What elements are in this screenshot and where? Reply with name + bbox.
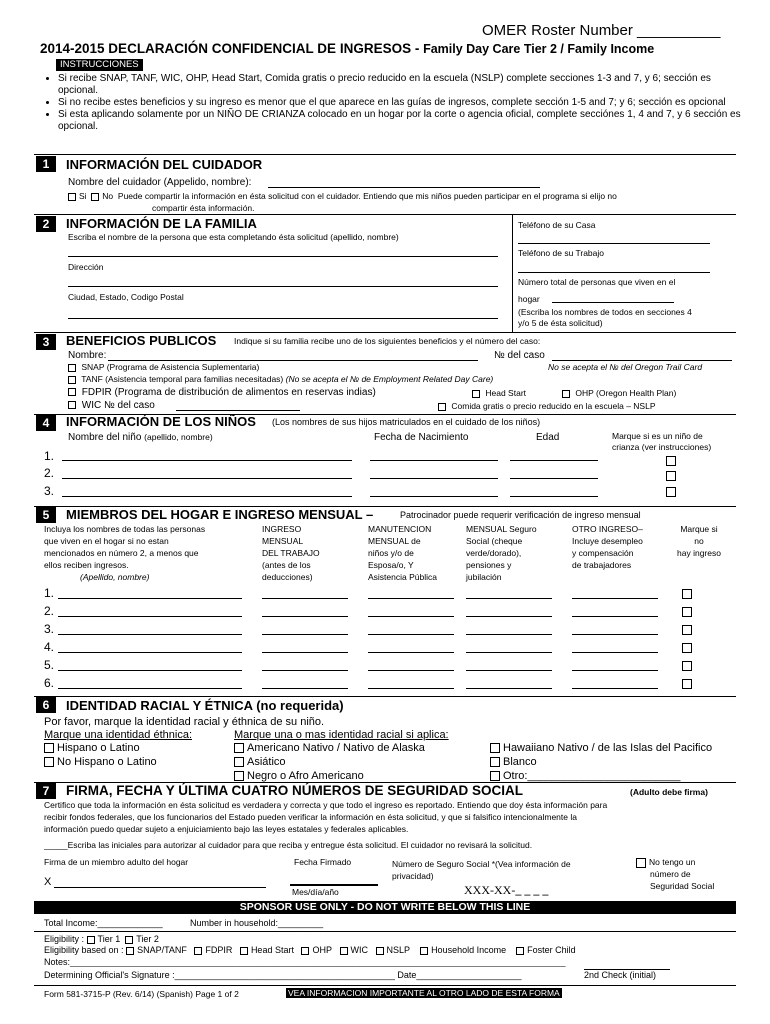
household-row-number: 2.: [44, 604, 55, 618]
social-security-header-line: Social (cheque: [466, 536, 523, 546]
wic-option: [68, 400, 155, 411]
eligibility-label: Eligibility :: [44, 934, 85, 944]
wic-label: WIC № del caso: [81, 400, 155, 411]
head-start-checkbox[interactable]: [472, 390, 480, 398]
white-label: Blanco: [503, 756, 537, 768]
household-3-social-security-input[interactable]: [466, 634, 552, 635]
caregiver-name-label: Nombre del cuidador (Appelido, nombre):: [68, 177, 252, 188]
benefit-name-label: Nombre:: [68, 350, 107, 361]
tanf-checkbox[interactable]: [68, 376, 76, 384]
household-1-name-input[interactable]: [58, 598, 242, 599]
asian-label: Asiático: [247, 756, 286, 768]
household-1-social-security-input[interactable]: [466, 598, 552, 599]
child-name-header-text: Nombre del niño: [68, 432, 142, 443]
ssn-mask: [464, 883, 548, 898]
household-6-name-input[interactable]: [58, 688, 242, 689]
benefit-name-input[interactable]: [108, 360, 478, 361]
household-5-name-input[interactable]: [58, 670, 242, 671]
household-3-no-income-checkbox[interactable]: [682, 625, 692, 635]
section-7-number: 7: [36, 783, 56, 799]
race-intro: Por favor, marque la identidad racial y éthnica de su niño.: [44, 716, 325, 728]
section-7-title: FIRMA, FECHA Y ÚLTIMA CUATRO NÚMEROS DE SEGURIDAD SOCIAL: [66, 783, 524, 798]
ssn-mask-prefix: XXX-XX-: [464, 883, 516, 897]
wic-case-input[interactable]: [176, 410, 300, 411]
total-income-field[interactable]: Total Income:_____________: [44, 918, 163, 928]
non-hispanic-checkbox[interactable]: [44, 757, 54, 767]
tanf-label: TANF (Asistencia temporal para familias necesitadas): [81, 374, 284, 384]
total-people-note-2: y/o 5 de ésta solicitud): [518, 318, 603, 328]
section-1-number: 1: [36, 156, 56, 172]
applicant-name-label: Escriba el nombre de la persona que esta completando ésta solicitud (apellido, nombre): [68, 232, 399, 242]
household-5-support-input[interactable]: [368, 670, 454, 671]
non-hispanic-label: No Hispano o Latino: [57, 756, 157, 768]
home-phone-label: Teléfono de su Casa: [518, 220, 596, 230]
instructions-list: [44, 73, 748, 133]
section-3-title: BENEFICIOS PUBLICOS: [66, 333, 217, 348]
section-3-subtitle: Indique si su familia recibe uno de los siguientes beneficios y el número del caso:: [234, 336, 541, 346]
support-header-line: Asistencia Pública: [368, 572, 437, 582]
household-4-no-income-checkbox[interactable]: [682, 643, 692, 653]
child-1-age-input[interactable]: [510, 460, 598, 461]
form-number: Form 581-3715-P (Rev. 6/14) (Spanish) Page 1 of 2: [44, 989, 239, 999]
based-fdpir-checkbox[interactable]: [194, 947, 202, 955]
nslp-option: [438, 401, 656, 411]
city-input[interactable]: [68, 318, 498, 319]
instruction-item: • Si esta aplicando solamente por un NIÑO DE CRIANZA colocado en un hogar por la corte o agencia oficial, complete secciónes 1, 4 and 7, y 6 sección es opcional.: [58, 109, 748, 133]
household-2-work-income-input[interactable]: [262, 616, 348, 617]
no-ssn-option: [636, 857, 695, 868]
household-5-social-security-input[interactable]: [466, 670, 552, 671]
child-1-name-input[interactable]: [62, 460, 352, 461]
share-no-checkbox[interactable]: [91, 193, 99, 201]
section-1-title: INFORMACIÓN DEL CUIDADOR: [66, 157, 263, 172]
address-input[interactable]: [68, 286, 498, 287]
household-1-support-input[interactable]: [368, 598, 454, 599]
household-3-work-income-input[interactable]: [262, 634, 348, 635]
child-3-age-input[interactable]: [510, 496, 598, 497]
form-title-main: 2014-2015 DECLARACIÓN CONFIDENCIAL DE INGRESOS -: [40, 41, 424, 56]
no-ssn-label-2: número de: [650, 869, 691, 879]
case-number-label: № del caso: [494, 350, 545, 361]
based-ohp-checkbox[interactable]: [301, 947, 309, 955]
child-3-dob-input[interactable]: [370, 496, 498, 497]
based-head-start-checkbox[interactable]: [240, 947, 248, 955]
second-check-label: 2nd Check (initial): [584, 970, 657, 980]
other-race-label: Otro:_________________________: [503, 770, 681, 782]
household-3-support-input[interactable]: [368, 634, 454, 635]
household-1-no-income-checkbox[interactable]: [682, 589, 692, 599]
form-title: [40, 41, 654, 56]
no-ssn-label-3: Seguridad Social: [650, 881, 715, 891]
based-wic-label: WIC: [350, 945, 369, 955]
other-income-header-line: OTRO INGRESO–: [572, 524, 643, 534]
eligibility-based-row: [44, 945, 576, 955]
child-1-dob-input[interactable]: [370, 460, 498, 461]
black-checkbox[interactable]: [234, 771, 244, 781]
household-names-header-line: (Apellido, nombre): [80, 572, 150, 582]
based-snap-tanf-checkbox[interactable]: [126, 947, 134, 955]
work-income-header-line: (antes de los: [262, 560, 311, 570]
instruction-item: • Si no recibe estes beneficios y su ingreso es menor que el que aparece en las guías de ingresos, complete sección 1-5 and 7; y 6; sección es opcional: [58, 97, 748, 109]
address-label: Dirección: [68, 262, 104, 272]
section-7-title-note: (Adulto debe firma): [630, 787, 708, 797]
hawaiian-label: Hawaiiano Nativo / de las Islas del Pacifico: [503, 742, 713, 754]
section-4-number: 4: [36, 415, 56, 431]
household-names-header-line: Incluya los nombres de todas las personas: [44, 524, 206, 534]
support-header-line: MENSUAL de: [368, 536, 421, 546]
other-race-checkbox[interactable]: [490, 771, 500, 781]
date-signed-label: Fecha Firmado: [294, 857, 352, 867]
nslp-checkbox[interactable]: [438, 403, 446, 411]
foster-header-2: crianza (ver instrucciones): [612, 442, 712, 452]
household-5-no-income-checkbox[interactable]: [682, 661, 692, 671]
household-2-other-income-input[interactable]: [572, 616, 658, 617]
ohp-checkbox[interactable]: [562, 390, 570, 398]
child-2-age-input[interactable]: [510, 478, 598, 479]
based-snap-tanf-label: SNAP/TANF: [137, 945, 187, 955]
support-header-line: niños y/o de: [368, 548, 414, 558]
tier-2-label: Tier 2: [136, 934, 159, 944]
hawaiian-checkbox[interactable]: [490, 743, 500, 753]
ssn-label-2: privacidad): [392, 871, 434, 881]
no-income-header: [674, 523, 724, 559]
social-security-header-line: verde/dorado),: [466, 548, 522, 558]
native-american-checkbox[interactable]: [234, 743, 244, 753]
instruction-item: • Si recibe SNAP, TANF, WIC, OHP, Head Start, Comida gratis o precio reducido en la escuela (NSLP) complete secciones 1-3 and 7, y 6; sección es opcional.: [58, 73, 748, 97]
signature-input[interactable]: [54, 887, 266, 888]
household-6-work-income-input[interactable]: [262, 688, 348, 689]
household-5-other-income-input[interactable]: [572, 670, 658, 671]
tanf-note: (No se acepta el № de Employment Related Day Care): [285, 374, 494, 384]
no-income-header-line: Marque si: [680, 524, 718, 534]
household-count-field[interactable]: Number in household:_________: [190, 918, 324, 928]
work-income-header-line: INGRESO: [262, 524, 302, 534]
case-number-input[interactable]: [552, 360, 732, 361]
household-6-social-security-input[interactable]: [466, 688, 552, 689]
certification-line: Certifico que toda la información en ésta solicitud es verdadera y correcta y que todo el ingreso es reportado. Entiendo que doy ésta información para: [44, 800, 608, 810]
tier-1-checkbox[interactable]: [87, 936, 95, 944]
household-3-other-income-input[interactable]: [572, 634, 658, 635]
support-header: [368, 523, 437, 583]
fdpir-checkbox[interactable]: [68, 388, 76, 396]
social-security-header-line: MENSUAL Seguro: [466, 524, 537, 534]
no-ssn-label-1: No tengo un: [649, 857, 696, 867]
based-household-income-checkbox[interactable]: [420, 947, 428, 955]
child-3-foster-checkbox[interactable]: [666, 487, 676, 497]
household-3-name-input[interactable]: [58, 634, 242, 635]
signature-label: Firma de un miembro adulto del hogar: [44, 857, 189, 867]
signature-x: X: [44, 876, 52, 888]
based-foster-child-label: Foster Child: [527, 945, 576, 955]
work-income-header-line: MENSUAL: [262, 536, 304, 546]
household-names-header-line: mencionados en número 2, a menos que: [44, 548, 199, 558]
household-row-number: 6.: [44, 676, 55, 690]
no-income-header-line: no: [694, 536, 704, 546]
household-row-number: 5.: [44, 658, 55, 672]
snap-label: SNAP (Programa de Asistencia Suplementaria): [81, 362, 260, 372]
share-yes-checkbox[interactable]: [68, 193, 76, 201]
household-4-name-input[interactable]: [58, 652, 242, 653]
other-income-header-line: de trabajadores: [572, 560, 632, 570]
home-phone-input[interactable]: [518, 243, 710, 244]
second-check-input[interactable]: [584, 969, 670, 970]
section-3-number: 3: [36, 334, 56, 350]
other-income-header-line: y compensación: [572, 548, 634, 558]
section-6-number: 6: [36, 697, 56, 713]
child-row-number: 1.: [44, 449, 55, 463]
work-income-header-line: DEL TRABAJO: [262, 548, 320, 558]
household-6-other-income-input[interactable]: [572, 688, 658, 689]
head-start-label: Head Start: [485, 388, 527, 398]
ohp-label: OHP (Oregon Health Plan): [575, 388, 677, 398]
work-income-header: [262, 523, 320, 583]
applicant-name-input[interactable]: [68, 256, 498, 257]
based-household-income-label: Household Income: [431, 945, 507, 955]
household-4-social-security-input[interactable]: [466, 652, 552, 653]
household-row-number: 3.: [44, 622, 55, 636]
back-notice: VEA INFORMACION IMPORTANTE AL OTRO LADO DE ESTA FORMA: [288, 988, 560, 998]
work-phone-input[interactable]: [518, 272, 710, 273]
white-option: [490, 756, 537, 768]
asian-checkbox[interactable]: [234, 757, 244, 767]
snap-checkbox[interactable]: [68, 364, 76, 372]
second-check-field[interactable]: [584, 970, 656, 980]
ssn-label-1: Número de Seguro Social *(Vea información de: [392, 859, 571, 869]
based-nslp-checkbox[interactable]: [376, 947, 384, 955]
household-2-support-input[interactable]: [368, 616, 454, 617]
household-5-work-income-input[interactable]: [262, 670, 348, 671]
child-row-number: 2.: [44, 466, 55, 480]
support-header-line: MANUTENCION: [368, 524, 432, 534]
snap-option: [68, 362, 259, 372]
instructions-label: INSTRUCCIONES: [56, 59, 143, 71]
no-ssn-checkbox[interactable]: [636, 858, 646, 868]
section-2-number: 2: [36, 216, 56, 232]
ethnicity-header: Marque una identidad éthnica:: [44, 729, 192, 741]
wic-checkbox[interactable]: [68, 401, 76, 409]
dob-header: Fecha de Nacimiento: [374, 432, 469, 443]
child-2-dob-input[interactable]: [370, 478, 498, 479]
hawaiian-option: [490, 742, 712, 754]
hispanic-option: [44, 742, 140, 754]
section-5-subtitle: Patrocinador puede requerir verificación de ingreso mensual: [400, 510, 641, 520]
native-american-label: Americano Nativo / Nativo de Alaska: [247, 742, 425, 754]
household-names-header-line: que viven en el hogar si no estan: [44, 536, 169, 546]
share-text: Puede compartir la información en ésta solicitud con el cuidador. Entiendo que mis niños pueden participar en el programa si elijo no: [117, 191, 617, 201]
other-income-header: [572, 523, 643, 571]
asian-option: [234, 756, 286, 768]
no-income-header-line: hay ingreso: [677, 548, 721, 558]
household-row-number: 4.: [44, 640, 55, 654]
roster-number: OMER Roster Number __________: [482, 22, 721, 39]
fdpir-option: [68, 387, 376, 398]
notes-field[interactable]: Notes:___________________________________________________________________________________________________: [44, 957, 566, 967]
tier-2-checkbox[interactable]: [125, 936, 133, 944]
household-4-other-income-input[interactable]: [572, 652, 658, 653]
child-1-foster-checkbox[interactable]: [666, 456, 676, 466]
based-foster-child-checkbox[interactable]: [516, 947, 524, 955]
based-ohp-label: OHP: [312, 945, 332, 955]
household-6-no-income-checkbox[interactable]: [682, 679, 692, 689]
work-income-header-line: deducciones): [262, 572, 313, 582]
native-american-option: [234, 742, 425, 754]
household-6-support-input[interactable]: [368, 688, 454, 689]
based-head-start-label: Head Start: [250, 945, 294, 955]
hispanic-label: Hispano o Latino: [57, 742, 140, 754]
based-wic-checkbox[interactable]: [340, 947, 348, 955]
initials-authorization: _____Escriba las iniciales para autorizar al cuidador para que reciba y entregue ésta solicitud. El cuidador no revisará la solicitud.: [44, 840, 533, 850]
eligibility-row: [44, 934, 159, 944]
based-fdpir-label: FDPIR: [205, 945, 233, 955]
child-3-name-input[interactable]: [62, 496, 352, 497]
household-names-header-line: ellos reciben ingresos.: [44, 560, 129, 570]
section-5-title: MIEMBROS DEL HOGAR E INGRESO MENSUAL –: [66, 507, 374, 522]
section-2-title: INFORMACIÓN DE LA FAMILIA: [66, 216, 257, 231]
household-1-other-income-input[interactable]: [572, 598, 658, 599]
support-header-line: Esposa/o, Y: [368, 560, 414, 570]
ohp-option: [562, 388, 676, 398]
based-nslp-label: NSLP: [386, 945, 411, 955]
share-yes-label: Si: [79, 191, 87, 201]
household-1-work-income-input[interactable]: [262, 598, 348, 599]
work-phone-label: Teléfono de su Trabajo: [518, 248, 605, 258]
sponsor-bar: SPONSOR USE ONLY - DO NOT WRITE BELOW THIS LINE: [34, 901, 736, 914]
head-start-option: [472, 388, 526, 398]
eligibility-based-label: Eligibility based on :: [44, 945, 124, 955]
black-option: [234, 770, 364, 782]
date-signed-input[interactable]: [290, 884, 378, 886]
section-4-title: INFORMACIÓN DE LOS NIÑOS: [66, 414, 256, 429]
child-name-header-sub: (apellido, nombre): [144, 432, 213, 442]
child-2-foster-checkbox[interactable]: [666, 471, 676, 481]
caregiver-name-input[interactable]: [268, 187, 540, 188]
share-no-label: No: [102, 191, 114, 201]
race-header: Marque una o mas identidad racial si aplica:: [234, 729, 449, 741]
social-security-header: [466, 523, 537, 583]
section-5-number: 5: [36, 507, 56, 523]
date-format: Mes/día/año: [292, 887, 339, 897]
foster-header-1: Marque si es un niño de: [612, 431, 703, 441]
black-label: Negro o Afro Americano: [247, 770, 364, 782]
household-row-number: 1.: [44, 586, 55, 600]
household-names-header: [44, 523, 205, 583]
section-4-subtitle: (Los nombres de sus hijos matriculados en el cuidado de los niños): [272, 417, 541, 427]
total-people-input[interactable]: [552, 302, 674, 303]
hispanic-checkbox[interactable]: [44, 743, 54, 753]
household-2-no-income-checkbox[interactable]: [682, 607, 692, 617]
household-2-name-input[interactable]: [58, 616, 242, 617]
tier-1-label: Tier 1: [97, 934, 121, 944]
household-4-support-input[interactable]: [368, 652, 454, 653]
city-label: Ciudad, Estado, Codigo Postal: [68, 292, 184, 302]
share-consent: [68, 191, 617, 201]
section-6-title: IDENTIDAD RACIAL Y ÉTNICA (no requerida): [66, 698, 344, 713]
official-signature-field[interactable]: Determining Official's Signature :____________________________________________ Date_____________________: [44, 970, 522, 980]
certification-line: información puedo quedar sujeto a enjuiciamiento bajo las leyes estatales y federales aplicables.: [44, 824, 409, 834]
share-text-2: compartir ésta información.: [152, 203, 255, 213]
hogar-label: hogar: [518, 294, 540, 304]
ssn-last-four-input[interactable]: _ _ _ _: [515, 883, 549, 897]
form-title-sub: Family Day Care Tier 2 / Family Income: [423, 42, 655, 56]
child-name-header: [68, 432, 213, 443]
age-header: Edad: [536, 432, 560, 443]
child-row-number: 3.: [44, 484, 55, 498]
social-security-header-line: pensiones y: [466, 560, 512, 570]
household-4-work-income-input[interactable]: [262, 652, 348, 653]
other-race-option: [490, 770, 680, 782]
non-hispanic-option: [44, 756, 157, 768]
child-2-name-input[interactable]: [62, 478, 352, 479]
total-people-label: Número total de personas que viven en el: [518, 277, 676, 287]
nslp-label: Comida gratis o precio reducido en la escuela – NSLP: [451, 401, 656, 411]
other-income-header-line: Incluye desempleo: [572, 536, 643, 546]
white-checkbox[interactable]: [490, 757, 500, 767]
fdpir-label: FDPIR (Programa de distribución de alimentos en reservas indias): [81, 387, 376, 398]
total-people-note-1: (Escriba los nombres de todos en secciones 4: [518, 307, 692, 317]
snap-note: No se acepta el № del Oregon Trail Card: [548, 362, 703, 372]
certification-line: recibir fondos federales, que los funcionarios del Estado pueden verificar la información en ésta solicitud, y que si falsifico intencionalmente la: [44, 812, 577, 822]
social-security-header-line: jubilación: [466, 572, 502, 582]
tanf-option: [68, 374, 493, 384]
household-2-social-security-input[interactable]: [466, 616, 552, 617]
